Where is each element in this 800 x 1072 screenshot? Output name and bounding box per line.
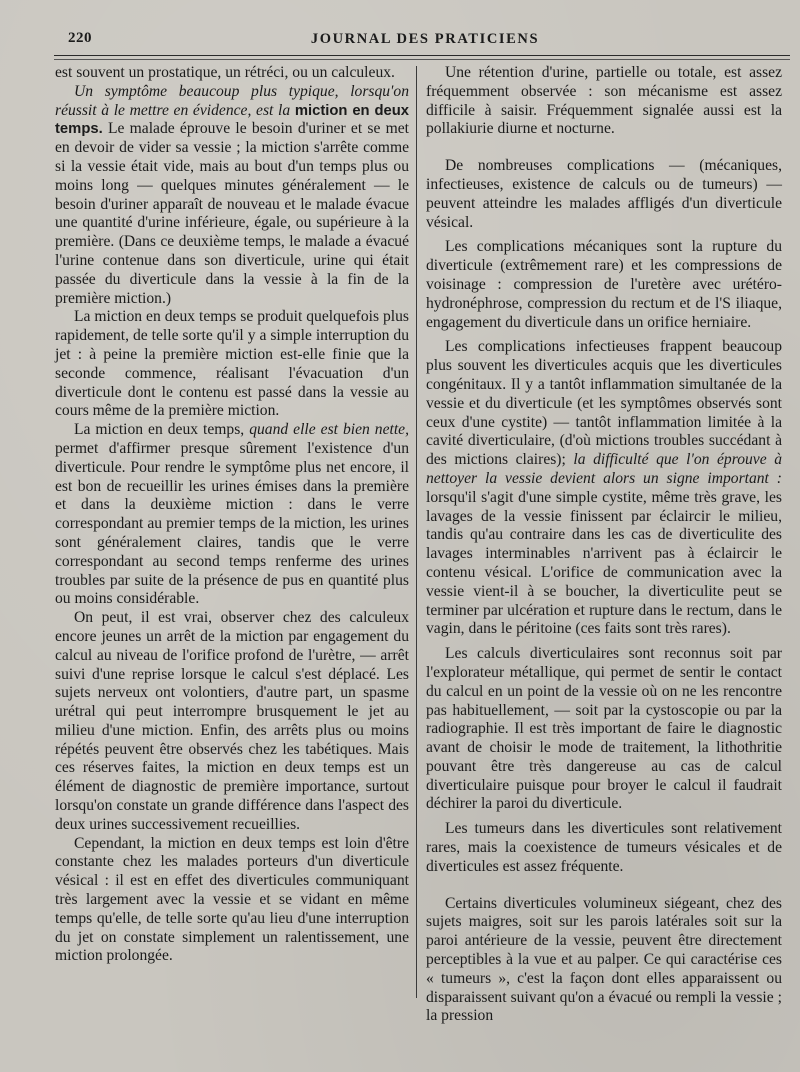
paragraph: [55, 83, 409, 309]
italic-text: quand elle est bien nette,: [249, 421, 409, 439]
paragraph: Cependant, la miction en deux temps est loin d'être constante chez les malades porteurs d'un diverticule vésical : il est en effet des diverticules communiquant très largement avec la vessie et se vidant en même temps qu'elle, de telle sorte qu'au lieu d'une interruption du jet on constate simplement un ralentissement, une miction prolongée.: [55, 834, 409, 965]
paragraph-text: Les complications infectieuses frappent beaucoup plus souvent les diverticules acquis que les diverticules congénitaux. Il y a tantôt inflammation simultanée de la vessie et du diverticule (et les symptômes observés sont ceux d'une cystite) — tantôt inflammation limitée à la cavité diverticulaire, (d'où mictions troubles succédant à des mictions claires);: [426, 338, 782, 469]
paragraph-text: permet d'affirmer presque sûrement l'existence d'un diverticule. Pour rendre le symptôme plus net encore, il est bon de recueillir les urines émises dans la première et dans la deuxième miction : dans le verre correspondant au premier temps de la miction, les urines sont généralement claires, tandis que le verre correspondant au second temps renferme des urines troubles par suite de la présence de pus en quantité plus ou moins considérable.: [55, 439, 409, 608]
column-divider: [416, 66, 417, 998]
header-rule-thin: [54, 59, 790, 60]
page-number: 220: [68, 30, 92, 46]
paragraph: De nombreuses complications — (mécaniques, infectieuses, existence de calculs ou de tumeurs) — peuvent atteindre les malades affligés d'un diverticule vésical.: [426, 157, 782, 231]
paragraph-text: Le malade éprouve le besoin d'uriner et se met en devoir de vider sa vessie ; la miction s'arrête comme si la vessie était vide, mais au bout d'un temps plus ou moins long — quelques minutes généralement — le besoin d'uriner apparaît de nouveau et le malade évacue une quantité d'urine inférieure, égale, ou supérieure à la première. (Dans ce deuxième temps, le malade a évacué l'urine contenue dans son diverticule, urine qui était passée du diverticule dans la vessie à la fin de la première miction.): [55, 120, 410, 307]
bold-text: miction en deux temps.: [55, 102, 409, 138]
paragraph: Les tumeurs dans les diverticules sont relativement rares, mais la coexistence de tumeurs vésicales et de diverticules est assez fréquente.: [426, 820, 782, 875]
paragraph: [55, 421, 409, 609]
left-column: [55, 64, 409, 966]
journal-title: JOURNAL DES PRATICIENS: [310, 31, 540, 47]
paragraph-text: lorsqu'il s'agit d'une simple cystite, même très grave, les lavages de la vessie finissent par éclaircir le milieu, tandis qu'au contraire dans les cas de diverticulite des lavages interminables n'arrivent pas à éclaircir le contenu vésical. L'orifice de communication avec la vessie vient-il à se boucher, la diverticulite peut se terminer par ulcération et rupture dans le rectum, dans le vagin, dans le péritoine (ces faits sont très rares).: [426, 488, 782, 638]
right-column: [426, 64, 782, 1026]
header-rule: [54, 55, 790, 56]
page-header: [60, 30, 790, 56]
paragraph: Une rétention d'urine, partielle ou totale, est assez fréquemment observée : son mécanisme est assez difficile à saisir. Fréquemment signalée aussi est la pollakiurie diurne et nocturne.: [426, 64, 782, 138]
paragraph: La miction en deux temps se produit quelquefois plus rapidement, de telle sorte qu'il y a simple interruption du jet : à peine la première miction est-elle finie que la seconde commence, réalisant l'évacuation d'un diverticule dont le contenu est passé dans la vessie au cours même de la première miction.: [55, 308, 409, 420]
italic-text: Un symptôme beaucoup plus typique, lorsqu'on réussit à le mettre en évidence, est la: [55, 82, 409, 119]
paragraph-text: La miction en deux temps,: [74, 421, 245, 439]
italic-text: la difficulté que l'on éprouve à nettoyer la vessie devient alors un signe important :: [426, 451, 782, 487]
paragraph: On peut, il est vrai, observer chez des calculeux encore jeunes un arrêt de la miction par engagement du calcul au niveau de l'orifice profond de l'urètre, — arrêt suivi d'une reprise lorsque le calcul s'est déplacé. Les sujets nerveux ont volontiers, d'autre part, un spasme urétral qui peut interrompre brusquement le jet au milieu d'une miction. Enfin, des arrêts plus ou moins répétés peuvent être observés chez les tabétiques. Mais ces réserves faites, la miction en deux temps est un élément de diagnostic de première importance, surtout lorsqu'on constate un grande différence dans l'aspect des deux urines successivement recueillies.: [55, 609, 409, 833]
paragraph: Les complications mécaniques sont la rupture du diverticule (extrêmement rare) et les compressions de voisinage : compression de l'uretère avec urétéro-hydronéphrose, compression du rectum et de l'S iliaque, engagement du diverticule dans un orifice herniaire.: [426, 238, 782, 331]
paragraph: [426, 338, 782, 639]
paragraph: Les calculs diverticulaires sont reconnus soit par l'explorateur métallique, qui permet de sentir le contact du calcul en un point de la vessie où on ne les rencontre pas habituellement, — soit par la cystoscopie ou par la radiographie. Il est très important de faire le diagnostic avant de choisir le mode de traitement, la lithothritie pouvant être très dangereuse au cas de calcul diverticulaire puisque pour broyer le calcul il faudrait déchirer la paroi du diverticule.: [426, 645, 782, 813]
paragraph: Certains diverticules volumineux siégeant, chez des sujets maigres, soit sur les parois latérales soit sur la paroi antérieure de la vessie, peuvent être directement perceptibles à la vue et au palper. Ce qui caractérise ces « tumeurs », c'est la façon dont elles apparaissent ou disparaissent suivant qu'on a évacué ou rempli la vessie ; la pression: [426, 894, 782, 1025]
paragraph: est souvent un prostatique, un rétréci, ou un calculeux.: [55, 64, 395, 81]
